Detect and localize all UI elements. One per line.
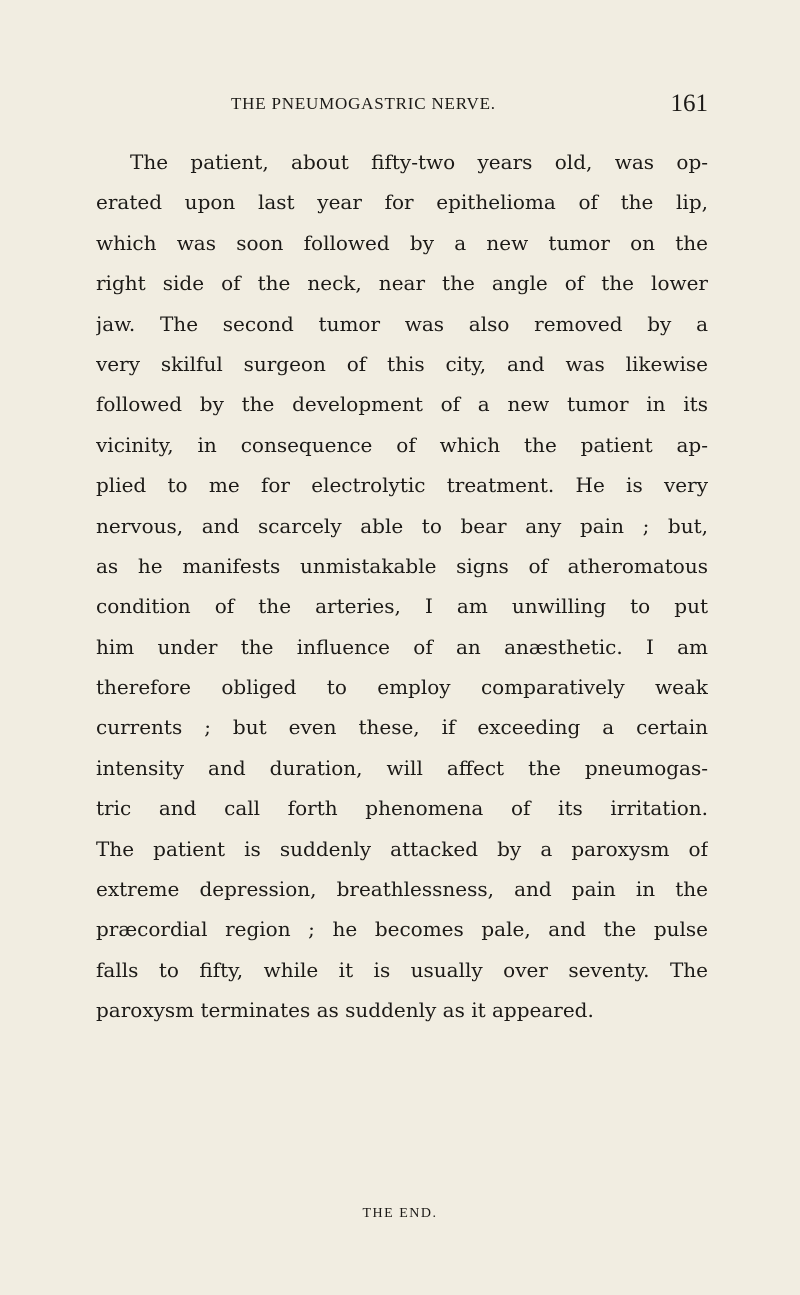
text-line: very skilful surgeon of this city, and was likewise (96, 351, 708, 376)
text-line: right side of the neck, near the angle of the lower (96, 271, 708, 296)
text-line: erated upon last year for epithelioma of the lip, (96, 190, 708, 215)
text-line: tric and call forth phenomena of its irritation. (96, 796, 708, 821)
text-line: præcordial region ; he becomes pale, and the pulse (96, 917, 708, 942)
text-line: condition of the arteries, I am unwilling to put (96, 594, 708, 619)
page-number: 161 (670, 90, 708, 117)
text-line: jaw. The second tumor was also removed by a (96, 311, 708, 336)
text-line: The patient is suddenly attacked by a paroxysm of (96, 836, 708, 861)
text-line: therefore obliged to employ comparatively weak (96, 675, 708, 700)
end-marker: THE END. (362, 1206, 438, 1221)
text-line: The patient, about fifty-two years old, was op- (130, 150, 708, 174)
text-line: intensity and duration, will affect the pneumogas- (96, 755, 708, 780)
text-line: plied to me for electrolytic treatment. He is very (96, 473, 708, 498)
text-line: which was soon followed by a new tumor on the (96, 230, 708, 255)
running-head (96, 90, 708, 124)
text-line: nervous, and scarcely able to bear any pain ; but, (96, 513, 708, 538)
running-title: THE PNEUMOGASTRIC NERVE. (231, 94, 496, 113)
text-line: extreme depression, breathlessness, and pain in the (96, 877, 708, 902)
text-line: currents ; but even these, if exceeding a certain (96, 715, 708, 740)
paragraph (96, 142, 708, 1031)
text-line: followed by the development of a new tumor in its (96, 392, 708, 417)
text-line: vicinity, in consequence of which the patient ap- (96, 432, 708, 457)
text-line: him under the influence of an anæsthetic. I am (96, 634, 708, 659)
text-line: paroxysm terminates as suddenly as it appeared. (96, 998, 594, 1023)
text-line: as he manifests unmistakable signs of atheromatous (96, 553, 708, 578)
text-line: falls to fifty, while it is usually over seventy. The (96, 957, 708, 982)
